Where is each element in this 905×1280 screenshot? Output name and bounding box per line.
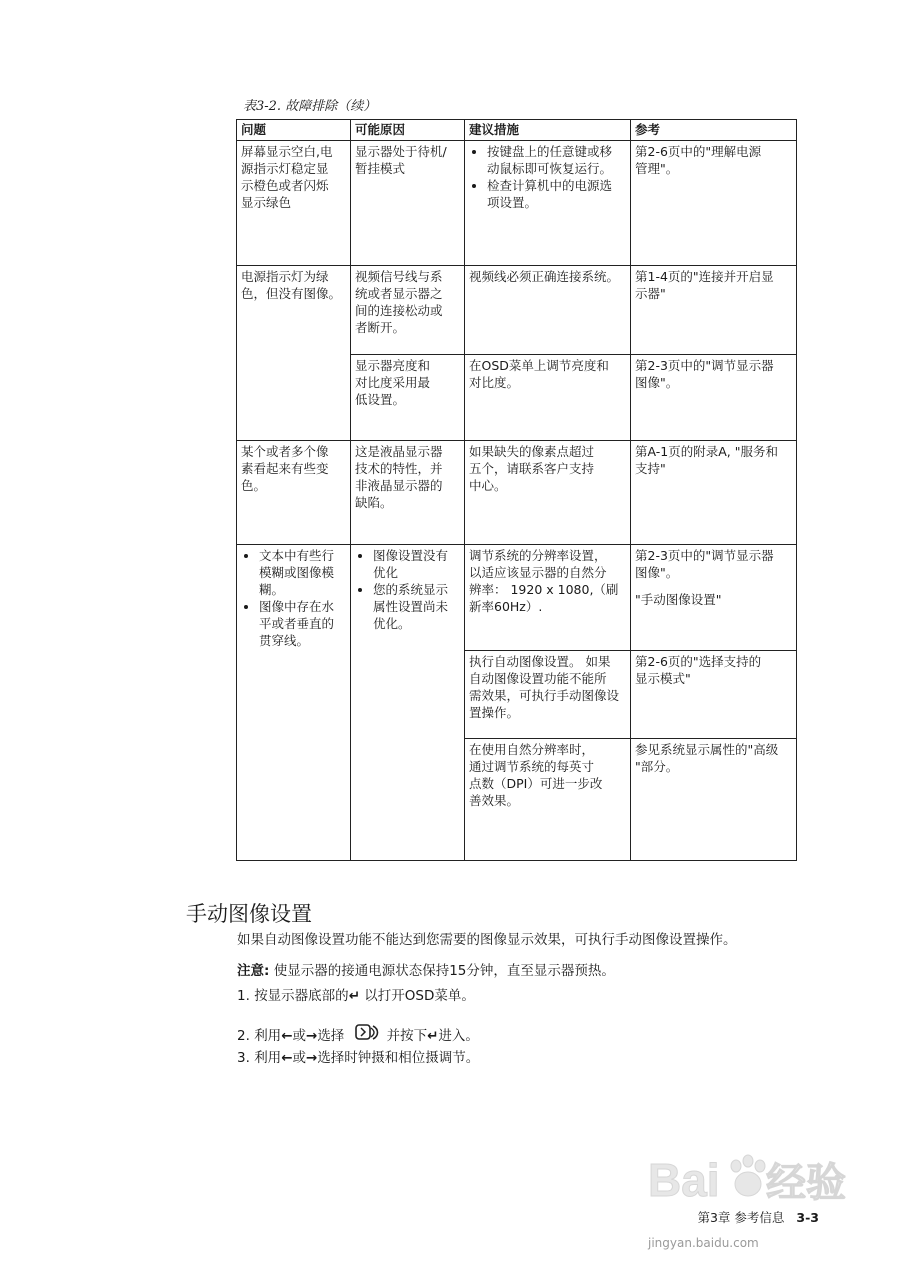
reference-cell xyxy=(631,545,797,651)
action-cell: 如果缺失的像素点超过 五个，请联系客户支持 中心。 xyxy=(465,441,631,545)
cause-cell: 显示器处于待机/ 暂挂模式 xyxy=(351,141,465,266)
step-text: 按显示器底部的 xyxy=(254,988,349,1004)
header-problem: 问题 xyxy=(237,120,351,141)
list-item: • 检查计算机中的电源选 项设置。 xyxy=(487,177,626,211)
troubleshooting-table xyxy=(236,119,797,861)
section-heading: 手动图像设置 xyxy=(186,902,312,926)
step-2 xyxy=(237,1023,479,1049)
header-action: 建议措施 xyxy=(465,120,631,141)
step-3 xyxy=(237,1048,479,1068)
page-number: 3-3 xyxy=(796,1210,819,1225)
clock-phase-icon xyxy=(355,1023,381,1049)
enter-icon: ↵ xyxy=(427,1028,439,1044)
action-cell: 调节系统的分辨率设置， 以适应该显示器的自然分 辨率： 1920 x 1080,（刷 新率60Hz）. xyxy=(465,545,631,651)
reference-cell: 第1-4页的"连接并开启显 示器" xyxy=(631,266,797,355)
action-cell xyxy=(465,141,631,266)
note-text: 使显示器的接通电源状态保持15分钟，直至显示器预热。 xyxy=(269,963,615,979)
left-arrow-icon: ← xyxy=(281,1028,293,1044)
header-cause: 可能原因 xyxy=(351,120,465,141)
action-cell: 执行自动图像设置。 如果 自动图像设置功能不能所 需效果，可执行手动图像设 置操作。 xyxy=(465,651,631,739)
table-header-row xyxy=(237,120,797,141)
problem-cell: 电源指示灯为绿 色，但没有图像。 xyxy=(237,266,351,441)
step-1 xyxy=(237,986,475,1006)
problem-cell: 某个或者多个像 素看起来有些变 色。 xyxy=(237,441,351,545)
intro-paragraph: 如果自动图像设置功能不能达到您需要的图像显示效果，可执行手动图像设置操作。 xyxy=(237,932,737,948)
step-text: 并按下 xyxy=(386,1028,428,1044)
enter-icon: ↵ xyxy=(348,988,360,1004)
note-label: 注意: xyxy=(237,963,270,979)
step-text: 或 xyxy=(292,1050,306,1066)
table-caption: 表3-2. 故障排除（续） xyxy=(243,99,377,114)
footer-chapter: 第3章 参考信息 xyxy=(697,1210,785,1225)
cause-cell: 这是液晶显示器 技术的特性，并 非液晶显示器的 缺陷。 xyxy=(351,441,465,545)
step-text: 利用 xyxy=(254,1028,282,1044)
step-text: 或 xyxy=(292,1028,306,1044)
cause-cell: 显示器亮度和 对比度采用最 低设置。 xyxy=(351,355,465,441)
problem-cell: 屏幕显示空白,电 源指示灯稳定显 示橙色或者闪烁 显示绿色 xyxy=(237,141,351,266)
table-row xyxy=(237,141,797,266)
problem-cell xyxy=(237,545,351,861)
step-text: 以打开OSD菜单。 xyxy=(364,988,475,1004)
reference-line: 第2-3页中的"调节显示器 图像"。 xyxy=(635,548,774,580)
list-item: • 图像设置没有 优化 xyxy=(373,547,460,581)
reference-cell: 第2-6页中的"理解电源 管理"。 xyxy=(631,141,797,266)
reference-cell: 参见系统显示属性的"高级 "部分。 xyxy=(631,739,797,861)
step-number: 2. xyxy=(237,1028,250,1044)
step-text: 选择 xyxy=(317,1028,345,1044)
watermark-url: jingyan.baidu.com xyxy=(648,1236,759,1250)
svg-text:经验: 经验 xyxy=(766,1161,846,1205)
right-arrow-icon: → xyxy=(306,1050,318,1066)
reference-cell: 第A-1页的附录A, "服务和 支持" xyxy=(631,441,797,545)
reference-cell: 第2-3页中的"调节显示器 图像"。 xyxy=(631,355,797,441)
action-cell: 在使用自然分辨率时， 通过调节系统的每英寸 点数（DPI）可进一步改 善效果。 xyxy=(465,739,631,861)
cause-cell xyxy=(351,545,465,861)
header-reference: 参考 xyxy=(631,120,797,141)
action-cell: 在OSD菜单上调节亮度和 对比度。 xyxy=(465,355,631,441)
cause-cell: 视频信号线与系 统或者显示器之 间的连接松动或 者断开。 xyxy=(351,266,465,355)
list-item: • 您的系统显示 属性设置尚未 优化。 xyxy=(373,581,460,632)
page-footer xyxy=(697,1208,819,1226)
list-item: • 图像中存在水 平或者垂直的 贯穿线。 xyxy=(259,598,346,649)
table-row xyxy=(237,441,797,545)
right-arrow-icon: → xyxy=(306,1028,318,1044)
step-number: 1. xyxy=(237,988,250,1004)
svg-text:Bai: Bai xyxy=(648,1154,720,1206)
step-text: 利用 xyxy=(254,1050,282,1066)
step-number: 3. xyxy=(237,1050,250,1066)
reference-line: "手动图像设置" xyxy=(635,592,722,607)
step-text: 选择时钟摄和相位摄调节。 xyxy=(317,1050,480,1066)
step-text: 进入。 xyxy=(438,1028,479,1044)
left-arrow-icon: ← xyxy=(281,1050,293,1066)
table-row xyxy=(237,545,797,651)
list-item: • 文本中有些行 模糊或图像模 糊。 xyxy=(259,547,346,598)
note-paragraph xyxy=(237,961,615,981)
list-item: • 按键盘上的任意键或移 动鼠标即可恢复运行。 xyxy=(487,143,626,177)
action-cell: 视频线必须正确连接系统。 xyxy=(465,266,631,355)
table-row xyxy=(237,266,797,355)
reference-cell: 第2-6页的"选择支持的 显示模式" xyxy=(631,651,797,739)
